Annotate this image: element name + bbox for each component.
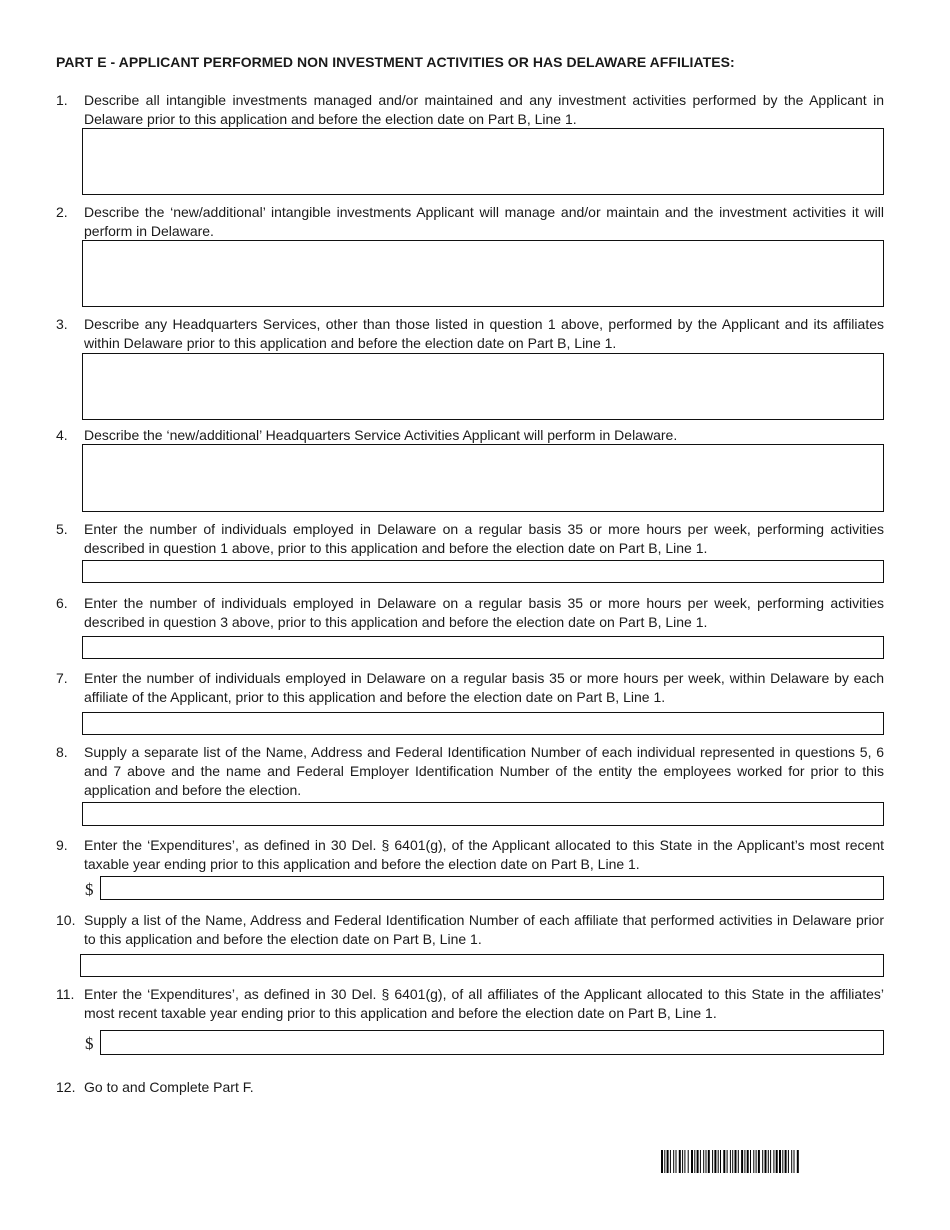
question-8-text: Supply a separate list of the Name, Address and Federal Identification Number of each individual represented in questions 5, 6 and 7 above and the name and Federal Employer Identification Number of the entity the employees worked for prior to this application and before the election. (84, 744, 884, 798)
question-5-number: 5. (56, 521, 68, 537)
question-7-answer-field[interactable] (82, 712, 884, 735)
page-title: PART E - APPLICANT PERFORMED NON INVESTMENT ACTIVITIES OR HAS DELAWARE AFFILIATES: (56, 54, 735, 70)
question-3-answer-field[interactable] (82, 353, 884, 420)
question-5-answer-field[interactable] (82, 560, 884, 583)
question-4-number: 4. (56, 427, 68, 443)
question-6-answer-field[interactable] (82, 636, 884, 659)
question-12-text: Go to and Complete Part F. (84, 1079, 254, 1095)
question-8-number: 8. (56, 744, 68, 760)
question-11-text: Enter the ‘Expenditures’, as defined in 30 Del. § 6401(g), of all affiliates of the Applicant allocated to this State in the affiliates’ most recent taxable year ending prior to this application and before the election date on Part B, Line 1. (84, 986, 884, 1021)
question-1-answer-field[interactable] (82, 128, 884, 195)
question-3-text: Describe any Headquarters Services, other than those listed in question 1 above, performed by the Applicant and its affiliates within Delaware prior to this application and before the election date on Part B, Line 1. (84, 316, 884, 351)
question-1-text: Describe all intangible investments managed and/or maintained and any investment activities performed by the Applicant in Delaware prior to this application and before the election date on Part B, Line 1. (84, 92, 884, 127)
question-10-text: Supply a list of the Name, Address and Federal Identification Number of each affiliate that performed activities in Delaware prior to this application and before the election date on Part B, Line 1. (84, 912, 884, 947)
question-2-text: Describe the ‘new/additional’ intangible investments Applicant will manage and/or maintain and the investment activities it will perform in Delaware. (84, 204, 884, 239)
question-9-amount-field[interactable] (100, 876, 884, 900)
question-7-text: Enter the number of individuals employed in Delaware on a regular basis 35 or more hours per week, within Delaware by each affiliate of the Applicant, prior to this application and before the election date on Part B, Line 1. (84, 670, 884, 705)
question-11-amount-field[interactable] (100, 1030, 884, 1055)
question-9-text: Enter the ‘Expenditures’, as defined in 30 Del. § 6401(g), of the Applicant allocated to this State in the Applicant’s most recent taxable year ending prior to this application and before the election date on Part B, Line 1. (84, 837, 884, 872)
question-2-number: 2. (56, 204, 68, 220)
question-9-dollar-sign: $ (85, 880, 94, 899)
question-6-text: Enter the number of individuals employed in Delaware on a regular basis 35 or more hours per week, performing activities described in question 3 above, prior to this application and before the election date on Part B, Line 1. (84, 595, 884, 630)
question-3-number: 3. (56, 316, 68, 332)
question-11-number: 11. (56, 986, 75, 1002)
question-7-number: 7. (56, 670, 68, 686)
question-4-answer-field[interactable] (82, 444, 884, 512)
question-12-number: 12. (56, 1079, 76, 1095)
question-2-answer-field[interactable] (82, 240, 884, 307)
question-10-number: 10. (56, 912, 76, 928)
question-11-dollar-sign: $ (85, 1034, 94, 1053)
question-8-answer-field[interactable] (82, 802, 884, 826)
question-10-answer-field[interactable] (80, 954, 884, 977)
question-6-number: 6. (56, 595, 68, 611)
barcode (661, 1150, 880, 1173)
question-5-text: Enter the number of individuals employed in Delaware on a regular basis 35 or more hours per week, performing activities described in question 1 above, prior to this application and before the election date on Part B, Line 1. (84, 521, 884, 556)
question-1-number: 1. (56, 92, 68, 108)
question-9-number: 9. (56, 837, 68, 853)
question-4-text: Describe the ‘new/additional’ Headquarters Service Activities Applicant will perform in Delaware. (84, 427, 678, 443)
